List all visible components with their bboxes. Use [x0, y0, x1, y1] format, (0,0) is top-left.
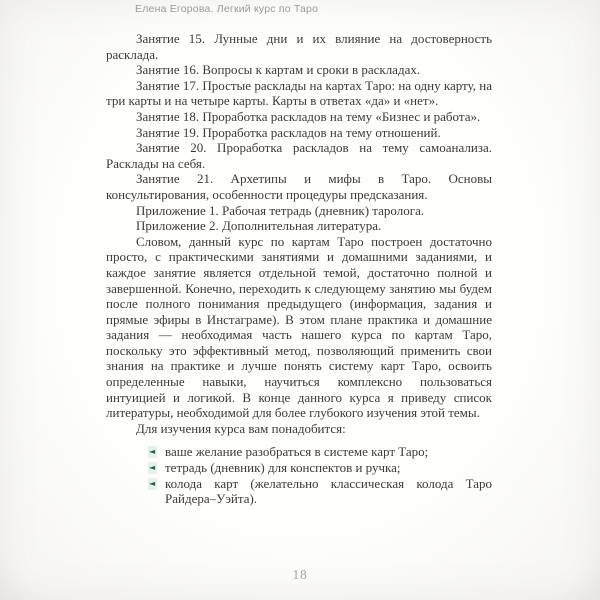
- body-paragraph: Для изучения курса вам понадобится:: [136, 420, 346, 436]
- body-paragraph: Занятие 19. Проработка раскладов на тему отношений.: [136, 124, 441, 140]
- body-paragraph: Занятие 16. Вопросы к картам и сроки в раскладах.: [136, 62, 421, 78]
- list-item: [151, 460, 492, 476]
- body-paragraph: Занятие 20. Проработка раскладов на тему самоанализа. Расклады на себя.: [106, 140, 492, 171]
- arrow-bullet-icon: ◄: [149, 478, 156, 488]
- list-item: [151, 444, 492, 460]
- list-item: [151, 476, 492, 507]
- body-paragraph: Занятие 21. Архетипы и мифы в Таро. Основы консультирования, особенности процедуры предсказания.: [106, 171, 492, 202]
- page-number: 18: [292, 567, 308, 582]
- running-header: Елена Егорова. Легкий курс по Таро: [135, 3, 319, 15]
- arrow-bullet-icon: ◄: [149, 447, 156, 457]
- body-paragraph: Приложение 1. Рабочая тетрадь (дневник) таролога.: [136, 202, 425, 218]
- bullet-item-text: колода карт (желательно классическая колода Таро Райдера–Уэйта).: [165, 475, 492, 507]
- bullet-item-text: тетрадь (дневник) для конспектов и ручка;: [165, 460, 401, 476]
- bullet-item-text: ваше желание разобраться в системе карт Таро;: [165, 444, 429, 460]
- bullet-list: [151, 444, 492, 506]
- body-paragraph: Занятие 15. Лунные дни и их влияние на достоверность расклада.: [106, 31, 492, 62]
- body-paragraph: Занятие 17. Простые расклады на картах Таро: на одну карту, на три карты и на четыре карты. Карты в ответах «да» и «нет».: [106, 77, 492, 109]
- page-body: [106, 31, 492, 507]
- body-paragraph: Словом, данный курс по картам Таро построен достаточно просто, с практическими занятиями и домашними заданиями, и каждое занятие является отдельной темой, достаточно полной и завершенной. Конечно, переходить к следующему занятию мы будем после полного понимания предыдущего (информация, задания и прямые эфиры в Инстаграме). В этом плане практика и домашние задания — необходимая часть нашего курса по картам Таро, поскольку это эффективный метод, позволяющий применить свои знания на практике и лучше понять систему карт Таро, освоить определенные навыки, научиться комплексно пользоваться интуицией и логикой. В конце данного курса я приведу список литературы, необходимой для более глубокого изучения этой темы.: [106, 233, 492, 421]
- body-paragraph: Приложение 2. Дополнительная литература.: [136, 218, 382, 234]
- arrow-bullet-icon: ◄: [149, 463, 156, 473]
- body-paragraph: Занятие 18. Проработка раскладов на тему «Бизнес и работа».: [136, 108, 481, 124]
